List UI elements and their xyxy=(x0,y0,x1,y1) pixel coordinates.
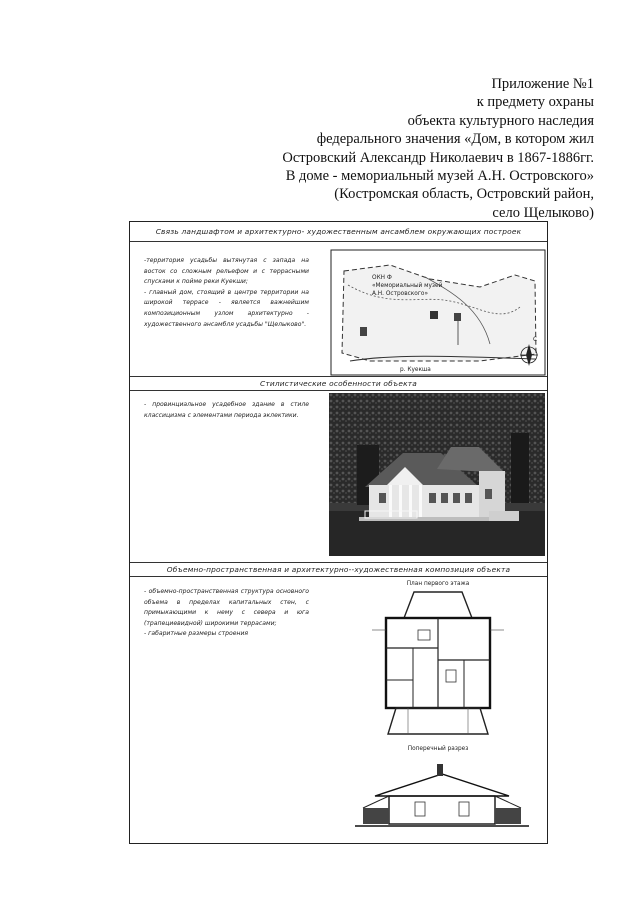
section-heading-landscape: Связь ландшафтом и архитектурно- художественным ансамблем окружающих построек xyxy=(130,222,547,242)
building-marker xyxy=(454,313,461,321)
north-label: С xyxy=(533,337,538,343)
north-terrace xyxy=(404,592,472,618)
terrace-right xyxy=(495,808,521,824)
composition-paragraph: - габаритные размеры строения xyxy=(144,630,249,638)
floor-plan-title: План первого этажа xyxy=(406,581,470,587)
protection-subject-table xyxy=(129,221,548,844)
composition-paragraph: - объемно-пространственная структура основного объема в пределах капитальных стен, с примыкающими к нему с севера и юга (трапециевидной) широкими террасами; xyxy=(144,588,309,627)
terrace-left xyxy=(363,808,389,824)
style-description xyxy=(144,400,309,421)
header-line: Островский Александр Николаевич в 1867-1886гг. xyxy=(282,149,594,166)
header-line: В доме - мемориальный музей А.Н. Островского» xyxy=(285,168,594,185)
map-label: ОКН Ф xyxy=(372,275,392,281)
composition-description xyxy=(144,587,309,640)
south-terrace xyxy=(388,708,488,734)
cross-section-drawing xyxy=(355,756,529,836)
section-heading-composition: Объемно-пространственная и архитектурно--художественная композиция объекта xyxy=(130,562,547,577)
cross-section-title: Поперечный разрез xyxy=(407,746,469,752)
style-paragraph: - провинциальное усадебное здание в стиле классицизма с элементами периода эклектики. xyxy=(144,401,309,419)
roof-profile xyxy=(375,774,509,796)
site-plan-map xyxy=(330,249,546,376)
wall-profile xyxy=(389,796,495,824)
section-heading-style: Стилистические особенности объекта xyxy=(130,376,547,391)
museum-marker xyxy=(430,311,438,319)
landscape-description xyxy=(144,256,309,330)
river-label: р. Куекша xyxy=(400,367,431,373)
museum-house-photo xyxy=(329,393,545,556)
header-line: село Щелыково) xyxy=(492,204,594,221)
header-line: к предмету охраны xyxy=(476,94,594,111)
header-line: (Костромская область, Островский район, xyxy=(334,186,594,203)
map-label: «Мемориальный музей xyxy=(372,283,443,289)
header-line: федерального значения «Дом, в котором жил xyxy=(316,131,594,148)
floor-plan-drawing xyxy=(368,590,508,742)
building-marker xyxy=(360,327,367,336)
map-label: А.Н. Островского» xyxy=(372,291,428,297)
header-line: объекта культурного наследия xyxy=(407,112,594,129)
header-line: Приложение №1 xyxy=(491,76,594,92)
document-header xyxy=(282,75,594,222)
landscape-paragraph: - главный дом, стоящий в центре территории на широкой террасе - является важнейшим композиционным узлом архитектурно - художественного ансамбля усадьбы "Щелыково". xyxy=(144,288,309,328)
landscape-paragraph: -территория усадьбы вытянутая с запада на восток со сложным рельефом и с террасными спусками к пойме реки Куекши; xyxy=(144,257,309,286)
